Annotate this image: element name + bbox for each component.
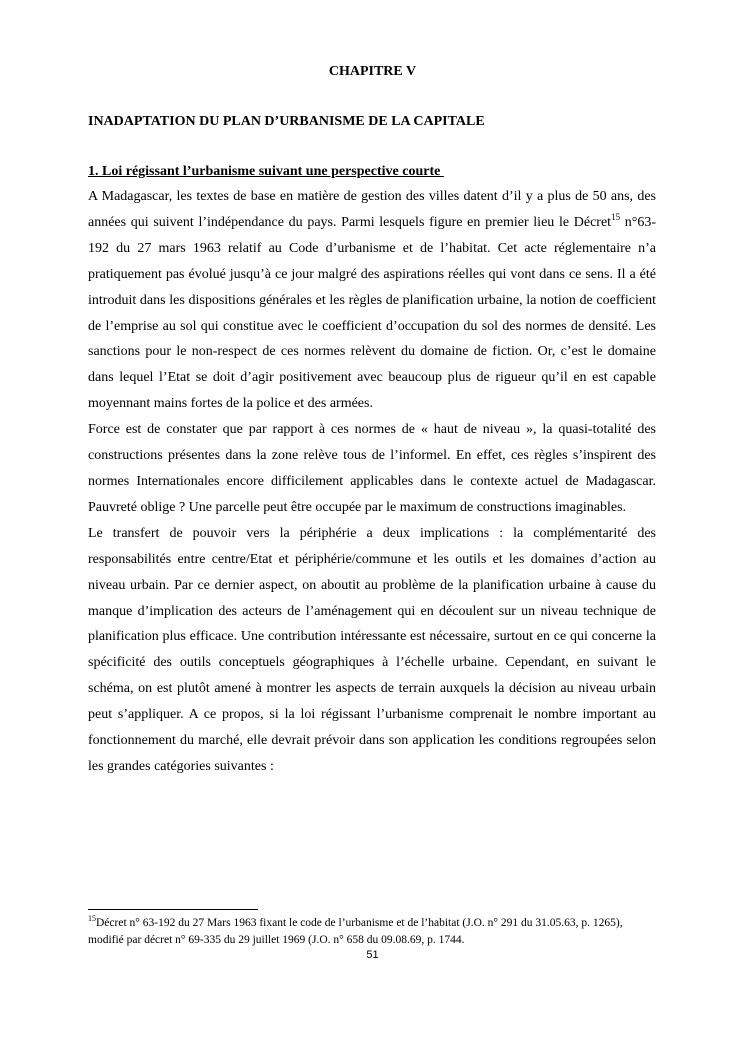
paragraph: Le transfert de pouvoir vers la périphérie a deux implications : la complémentarité des responsabilités entre centre/Etat et périphérie/commune et les outils et les domaines d’action au niveau urbain. Par ce dernier aspect, on aboutit au problème de la planification urbaine à cause du manque d’implication des acteurs de l’aménagement qui en découlent sur un niveau technique de planification plus efficace. Une contribution intéressante est nécessaire, surtout en ce qui concerne la spécificité des outils conceptuels géographiques à l’échelle urbaine. Cependant, en suivant le schéma, on est plutôt amené à montrer les aspects de terrain auxquels la décision au niveau urbain peut s’appliquer. A ce propos, si la loi régissant l’urbanisme comprenait le nombre important au fonctionnement du marché, elle devrait prévoir dans son application les conditions regroupées selon les grandes catégories suivantes : xyxy=(88,525,656,774)
paragraph xyxy=(88,184,656,417)
footnote-separator xyxy=(88,909,258,910)
chapter-heading: CHAPITRE V xyxy=(328,64,417,79)
footnote xyxy=(88,915,648,948)
footnote-number: 15 xyxy=(88,914,96,923)
footnote-reference: 15 xyxy=(611,211,621,222)
paragraph-text: n°63-192 du 27 mars 1963 relatif au Code d’urbanisme et de l’habitat. Cet acte réglementaire n’a pratiquement pas évolué jusqu’à ce jour malgré des aspirations réelles qui vont dans ce sens. Il a été introduit dans les dispositions générales et les règles de planification urbaine, la notion de coefficient de l’emprise au sol qui constitue avec le coefficient d’occupation du sol des normes de densité. Les sanctions pour le non-respect de ces normes relèvent du domaine de fiction. Or, c’est le domaine dans lequel l’Etat se doit d’agir positivement avec beaucoup plus de rigueur qu’il en est capable moyennant mains fortes de la police et des armées. xyxy=(88,214,657,412)
page-number: 51 xyxy=(366,949,379,961)
paragraph-text: A Madagascar, les textes de base en matière de gestion des villes datent d’il y a plus de 50 ans, des années qui suivent l’indépendance du pays. Parmi lesquels figure en premier lieu le Décret xyxy=(88,189,656,230)
footnote-text: Décret n° 63-192 du 27 Mars 1963 fixant le code de l’urbanisme et de l’habitat (J.O. n° 291 du 31.05.63, p. 1265), modifié par décret n° 69-335 du 29 juillet 1969 (J.O. n° 658 du 09.08.69, p. 1744. xyxy=(88,917,623,946)
section-title: INADAPTATION DU PLAN D’URBANISME DE LA CAPITALE xyxy=(88,114,485,129)
paragraph: Force est de constater que par rapport à ces normes de « haut de niveau », la quasi-totalité des constructions présentes dans la zone relève tous de l’informel. En effet, ces règles s’inspirent des normes Internationales encore difficilement applicables dans le contexte actuel de Madagascar. Pauvreté oblige ? Une parcelle peut être occupée par le maximum de constructions imaginables. xyxy=(88,422,656,515)
subsection-heading: 1. Loi régissant l’urbanisme suivant une perspective courte xyxy=(88,164,444,179)
body-text xyxy=(88,184,656,780)
